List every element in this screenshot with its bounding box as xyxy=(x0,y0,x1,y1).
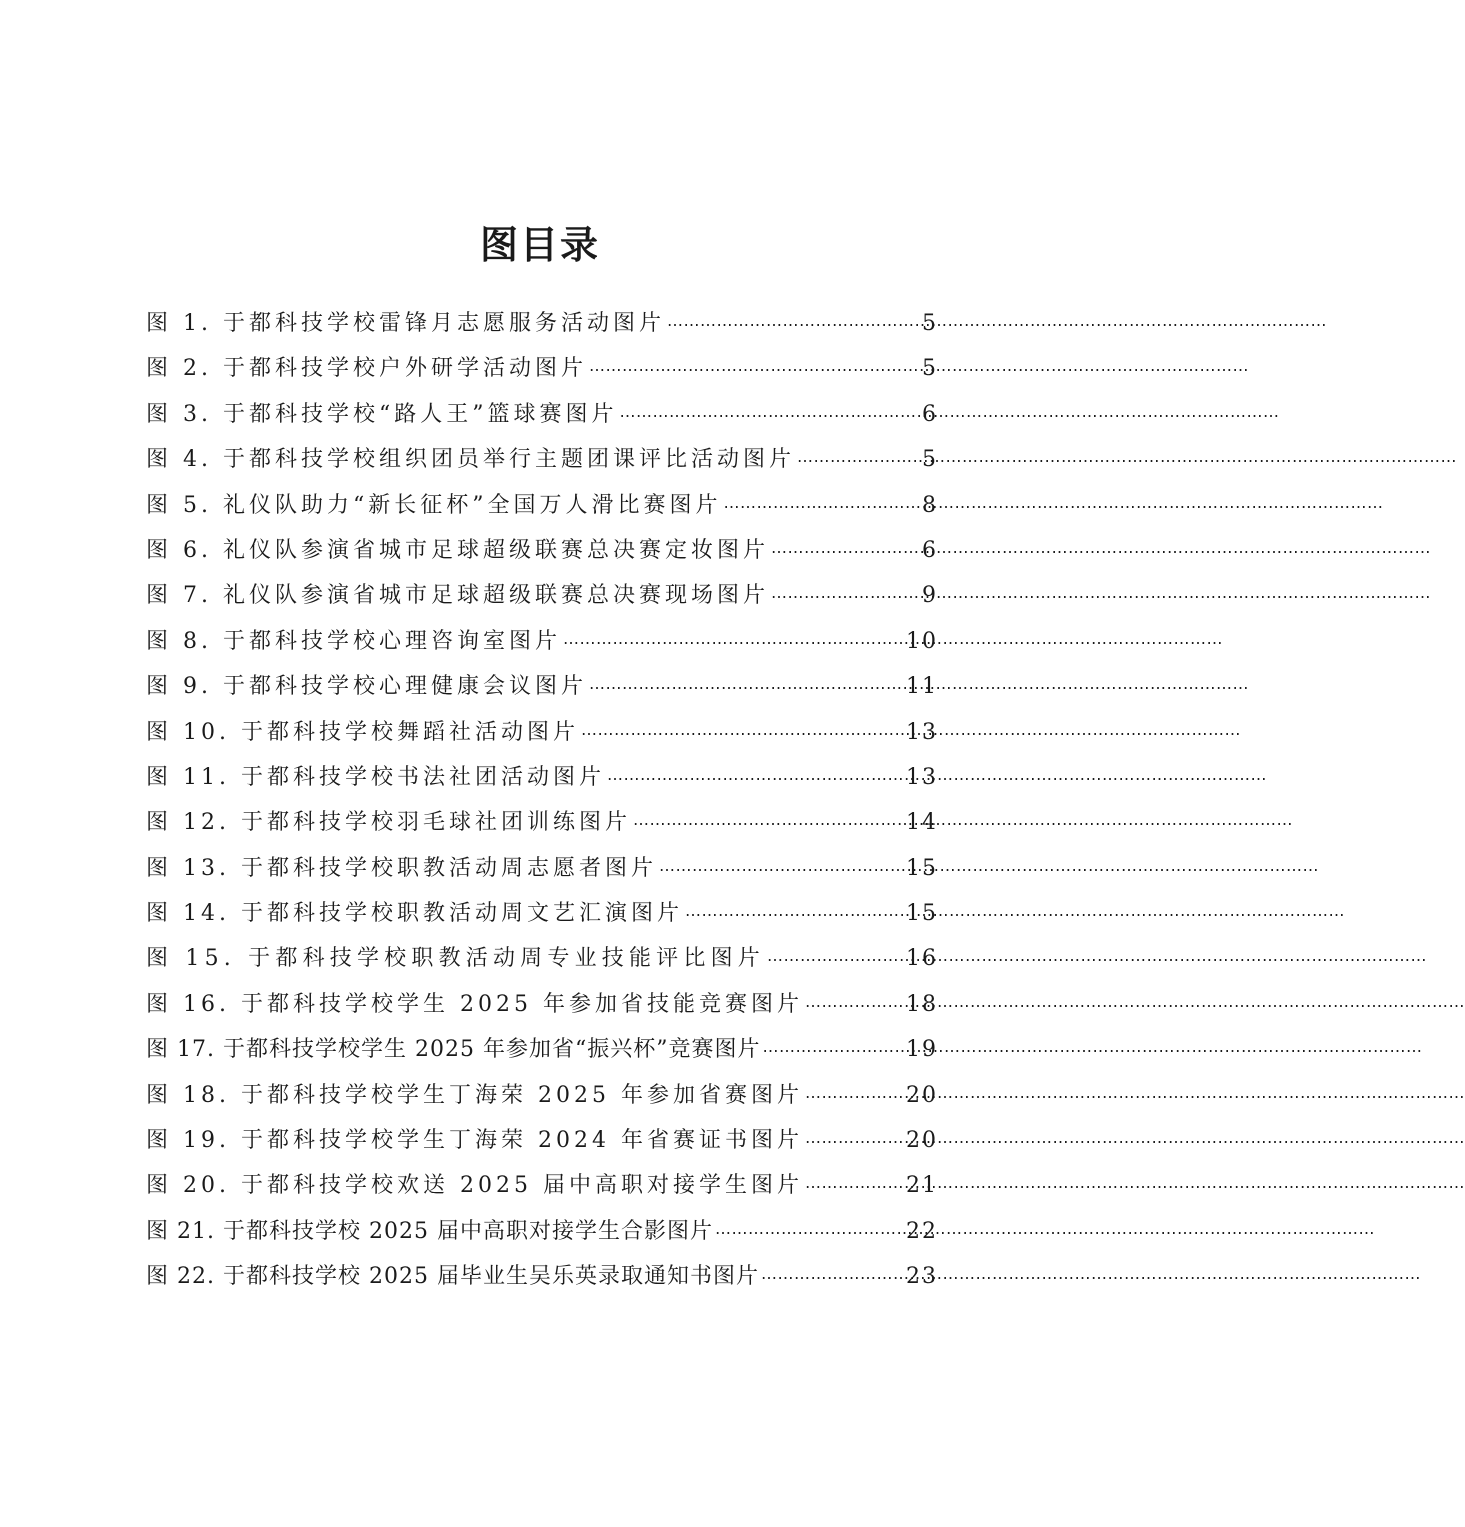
toc-entry[interactable] xyxy=(146,346,938,391)
toc-leader xyxy=(767,937,898,982)
toc-entry[interactable] xyxy=(146,891,938,936)
toc-entry[interactable] xyxy=(146,982,938,1027)
toc-page-number: 6 xyxy=(922,537,938,563)
toc-leader xyxy=(771,529,914,574)
toc-leader xyxy=(659,847,898,892)
toc-entry[interactable] xyxy=(146,846,938,891)
toc-entry[interactable] xyxy=(146,1254,938,1299)
toc-page-number: 15 xyxy=(906,901,938,927)
toc-page-number: 13 xyxy=(906,719,938,745)
toc-entry[interactable] xyxy=(146,1027,938,1072)
toc-entry-label: 图 15. 于都科技学校职教活动周专业技能评比图片 xyxy=(146,946,765,972)
toc-leader xyxy=(805,1074,898,1119)
toc-leader xyxy=(619,393,914,438)
toc-entry-label: 图 7. 礼仪队参演省城市足球超级联赛总决赛现场图片 xyxy=(146,583,769,609)
toc-entry[interactable] xyxy=(146,710,938,755)
toc-leader xyxy=(797,438,914,483)
toc-leader xyxy=(607,756,898,801)
toc-leader xyxy=(805,983,898,1028)
toc-entry-label: 图 13. 于都科技学校职教活动周志愿者图片 xyxy=(146,855,657,881)
toc-entry[interactable] xyxy=(146,528,938,573)
toc-page-number: 20 xyxy=(906,1082,938,1108)
toc-leader xyxy=(805,1119,898,1164)
toc-leader xyxy=(715,1210,898,1255)
toc-leader xyxy=(762,1028,898,1073)
toc-entry-label: 图 6. 礼仪队参演省城市足球超级联赛总决赛定妆图片 xyxy=(146,537,769,563)
toc-entry-label: 图 2. 于都科技学校户外研学活动图片 xyxy=(146,356,587,382)
toc-page-number: 16 xyxy=(906,946,938,972)
page-title: 图目录 xyxy=(479,223,600,268)
toc-entry-label: 图 5. 礼仪队助力“新长征杯”全国万人滑比赛图片 xyxy=(146,492,722,518)
toc-entry-label: 图 17. 于都科技学校学生 2025 年参加省“振兴杯”竞赛图片 xyxy=(146,1037,761,1063)
toc-entry-label: 图 12. 于都科技学校羽毛球社团训练图片 xyxy=(146,810,631,836)
toc-entry[interactable] xyxy=(146,392,938,437)
toc-page-number: 5 xyxy=(922,447,938,473)
toc-page-number: 15 xyxy=(906,855,938,881)
toc-entry-label: 图 21. 于都科技学校 2025 届中高职对接学生合影图片 xyxy=(146,1218,713,1244)
toc-page-number: 11 xyxy=(906,674,938,700)
toc-page-number: 6 xyxy=(922,401,938,427)
toc-entry-label: 图 16. 于都科技学校学生 2025 年参加省技能竞赛图片 xyxy=(146,991,803,1017)
toc-page-number: 8 xyxy=(922,492,938,518)
toc-entry-label: 图 1. 于都科技学校雷锋月志愿服务活动图片 xyxy=(146,311,665,336)
toc-leader xyxy=(667,302,914,347)
toc-entry-label: 图 19. 于都科技学校学生丁海荣 2024 年省赛证书图片 xyxy=(146,1128,803,1154)
toc-entry[interactable] xyxy=(146,483,938,528)
toc-page-number: 5 xyxy=(922,311,938,336)
toc-entry-label: 图 4. 于都科技学校组织团员举行主题团课评比活动图片 xyxy=(146,447,795,473)
toc-entry-label: 图 11. 于都科技学校书法社团活动图片 xyxy=(146,764,605,790)
toc-page-number: 22 xyxy=(906,1218,938,1244)
toc-entry[interactable] xyxy=(146,619,938,664)
toc-page-number: 13 xyxy=(906,764,938,790)
toc-entry-label: 图 18. 于都科技学校学生丁海荣 2025 年参加省赛图片 xyxy=(146,1082,803,1108)
toc-entry[interactable] xyxy=(146,1118,938,1163)
toc-entry[interactable] xyxy=(146,664,938,709)
toc-entry-label: 图 14. 于都科技学校职教活动周文艺汇演图片 xyxy=(146,901,683,927)
toc-entry[interactable] xyxy=(146,301,938,346)
toc-leader xyxy=(805,1164,898,1209)
toc-leader xyxy=(685,892,898,937)
toc-entry-label: 图 10. 于都科技学校舞蹈社活动图片 xyxy=(146,719,579,745)
toc-leader xyxy=(633,801,898,846)
toc-entry[interactable] xyxy=(146,1209,938,1254)
toc-page-number: 10 xyxy=(906,628,938,654)
toc-leader xyxy=(761,1255,898,1300)
toc-entry-label: 图 9. 于都科技学校心理健康会议图片 xyxy=(146,674,587,700)
toc-entry-label: 图 8. 于都科技学校心理咨询室图片 xyxy=(146,628,561,654)
toc-leader xyxy=(589,347,914,392)
toc-entry-label: 图 3. 于都科技学校“路人王”篮球赛图片 xyxy=(146,401,618,427)
figure-toc-list xyxy=(146,301,938,1300)
toc-page-number: 23 xyxy=(906,1264,938,1290)
toc-page-number: 21 xyxy=(906,1173,938,1199)
toc-entry[interactable] xyxy=(146,1073,938,1118)
toc-entry[interactable] xyxy=(146,936,938,981)
toc-page-number: 18 xyxy=(906,991,938,1017)
toc-entry[interactable] xyxy=(146,800,938,845)
toc-leader xyxy=(771,574,914,619)
toc-entry[interactable] xyxy=(146,755,938,800)
toc-page-number: 9 xyxy=(922,583,938,609)
toc-entry-label: 图 22. 于都科技学校 2025 届毕业生吴乐英录取通知书图片 xyxy=(146,1264,759,1290)
toc-leader xyxy=(589,665,898,710)
toc-leader xyxy=(723,484,914,529)
toc-page-number: 19 xyxy=(906,1037,938,1063)
toc-leader xyxy=(563,620,898,665)
toc-leader xyxy=(581,711,898,756)
toc-entry[interactable] xyxy=(146,1163,938,1208)
toc-entry-label: 图 20. 于都科技学校欢送 2025 届中高职对接学生图片 xyxy=(146,1173,803,1199)
toc-page-number: 5 xyxy=(922,356,938,382)
toc-entry[interactable] xyxy=(146,573,938,618)
toc-entry[interactable] xyxy=(146,437,938,482)
toc-page-number: 14 xyxy=(906,810,938,836)
toc-page-number: 20 xyxy=(906,1128,938,1154)
